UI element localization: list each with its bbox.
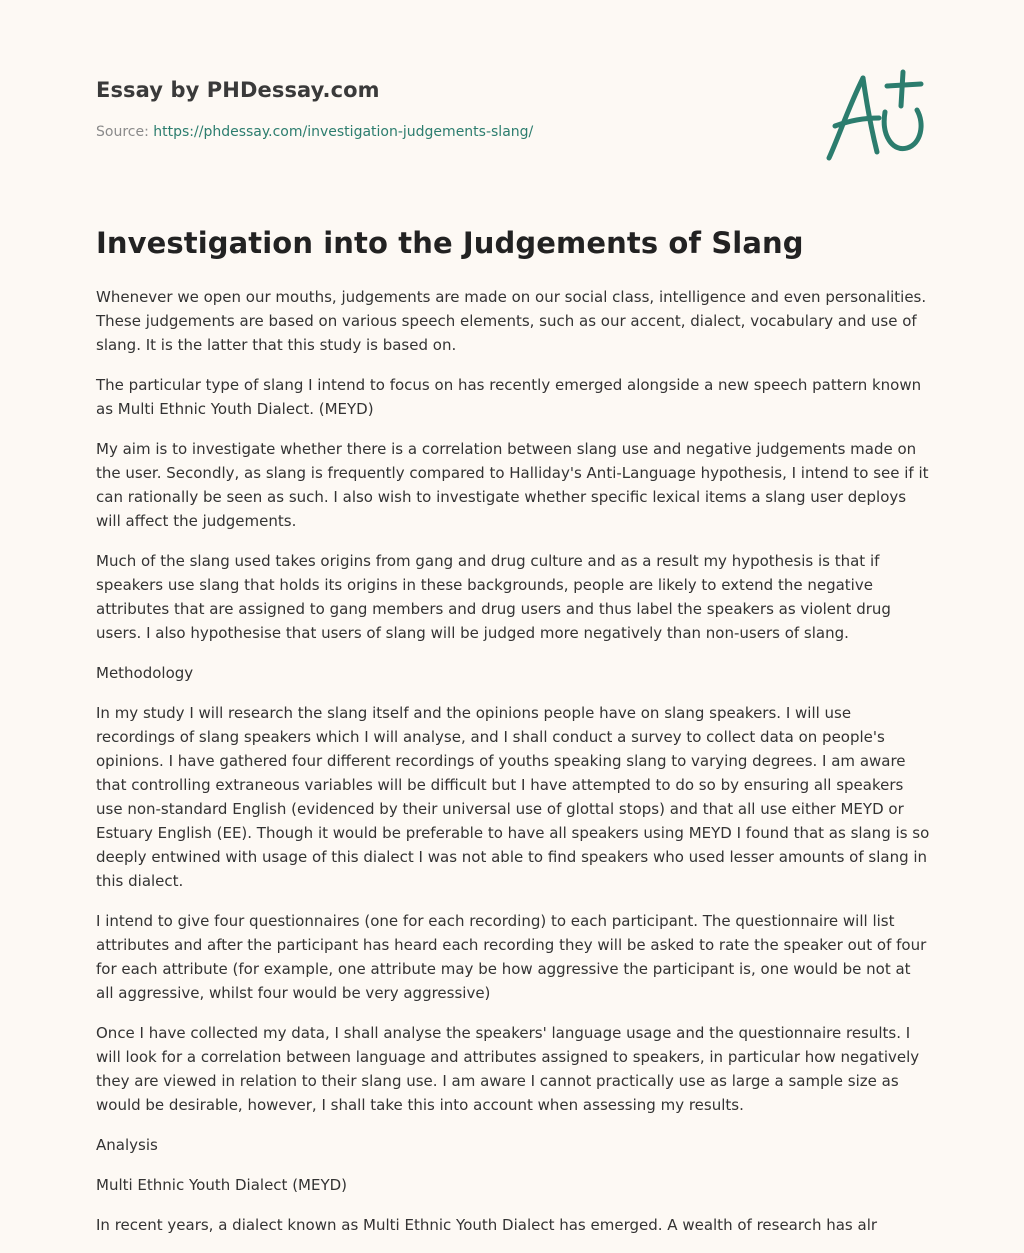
source-label: Source: (96, 124, 154, 140)
essay-title: Investigation into the Judgements of Slang (96, 226, 804, 260)
essay-body (96, 285, 932, 1253)
paragraph: Much of the slang used takes origins from gang and drug culture and as a result my hypothesis is that if speakers use slang that holds its origins in these backgrounds, people are likely to extend the negative attributes that are assigned to gang members and drug users and thus label the speakers as violent drug users. I also hypothesise that users of slang will be judged more negatively than non-users of slang. (96, 552, 891, 642)
paragraph: Once I have collected my data, I shall analyse the speakers' language usage and the questionnaire results. I will look for a correlation between language and attributes assigned to speakers, in particular how negatively they are viewed in relation to their slang use. I am aware I cannot practically use as large a sample size as would be desirable, however, I shall take this into account when assessing my results. (96, 1024, 920, 1114)
essay-header (96, 0, 932, 200)
paragraph: I intend to give four questionnaires (one for each recording) to each participant. The questionnaire will list attributes and after the participant has heard each recording they will be asked to rate the speaker out of four for each attribute (for example, one attribute may be how aggressive the participant is, one would be not at all aggressive, whilst four would be very aggressive) (96, 912, 927, 1002)
a-plus-logo-icon (821, 66, 931, 166)
section-heading-analysis: Analysis (96, 1136, 158, 1154)
paragraph: My aim is to investigate whether there is a correlation between slang use and negative judgements made on the user. Secondly, as slang is frequently compared to Halliday's Anti-Language hypothesis, I intend to see if it can rationally be seen as such. I also wish to investigate whether specific lexical items a slang user deploys will affect the judgements. (96, 440, 929, 530)
paragraph: In recent years, a dialect known as Multi Ethnic Youth Dialect has emerged. A wealth of research has alr (96, 1216, 878, 1234)
source-link[interactable]: https://phdessay.com/investigation-judgements-slang/ (153, 124, 534, 140)
paragraph: The particular type of slang I intend to focus on has recently emerged alongside a new speech pattern known as Multi Ethnic Youth Dialect. (MEYD) (96, 376, 922, 418)
essay-page (96, 0, 932, 1234)
section-heading-methodology: Methodology (96, 664, 194, 682)
source-line (96, 124, 533, 140)
brand-title: Essay by PHDessay.com (96, 78, 380, 102)
subsection-heading-meyd: Multi Ethnic Youth Dialect (MEYD) (96, 1176, 348, 1194)
paragraph: Whenever we open our mouths, judgements are made on our social class, intelligence and even personalities. These judgements are based on various speech elements, such as our accent, dialect, vocabulary and use of slang. It is the latter that this study is based on. (96, 288, 927, 354)
paragraph: In my study I will research the slang itself and the opinions people have on slang speakers. I will use recordings of slang speakers which I will analyse, and I shall conduct a survey to collect data on people's opinions. I have gathered four different recordings of youths speaking slang to varying degrees. I am aware that controlling extraneous variables will be difficult but I have attempted to do so by ensuring all speakers use non-standard English (evidenced by their universal use of glottal stops) and that all use either MEYD or Estuary English (EE). Though it would be preferable to have all speakers using MEYD I found that as slang is so deeply entwined with usage of this dialect I was not able to find speakers who used lesser amounts of slang in this dialect. (96, 704, 930, 890)
